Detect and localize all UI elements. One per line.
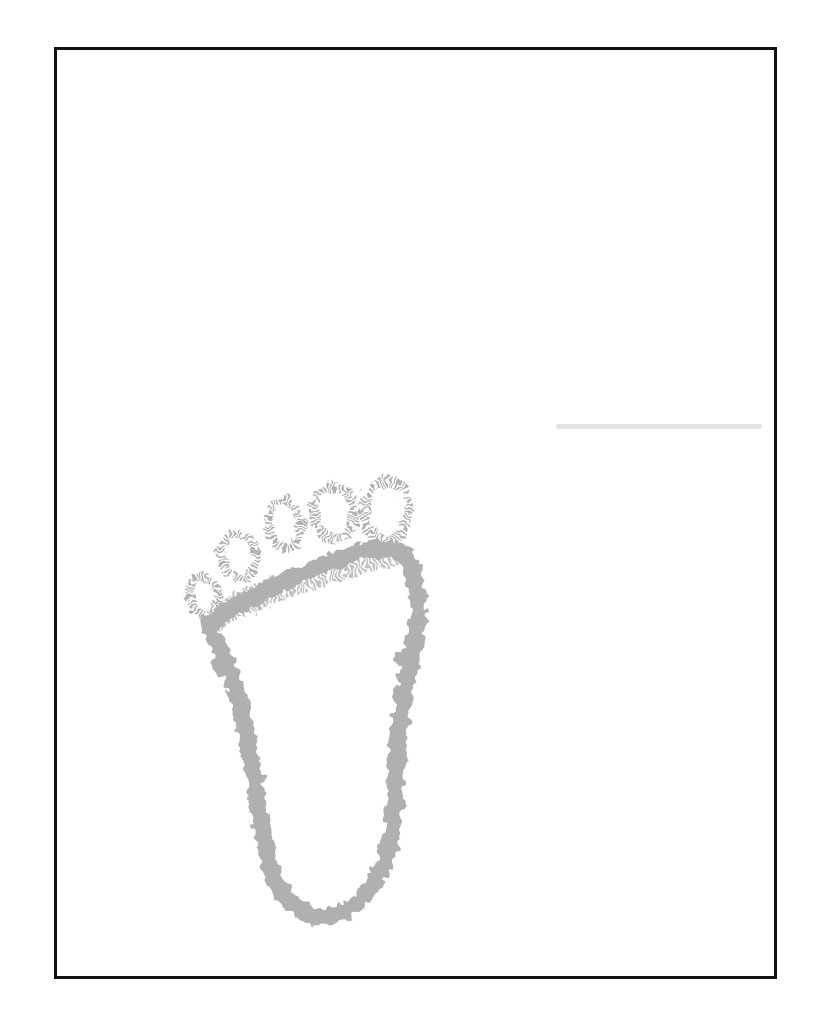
foot-edge-blob-left <box>213 652 231 678</box>
toe-print-3 <box>265 498 305 551</box>
foot-edge-blob-right <box>397 645 417 675</box>
ruler-inches-label <box>177 847 197 909</box>
toe-print-2 <box>312 485 356 540</box>
toe-print-5 <box>184 572 225 620</box>
foot-ball-band <box>214 553 396 617</box>
toe-print-4 <box>216 529 263 583</box>
scan-artifact <box>556 424 762 429</box>
footprint-outline-group <box>184 479 419 918</box>
toe-print-big <box>363 479 411 542</box>
